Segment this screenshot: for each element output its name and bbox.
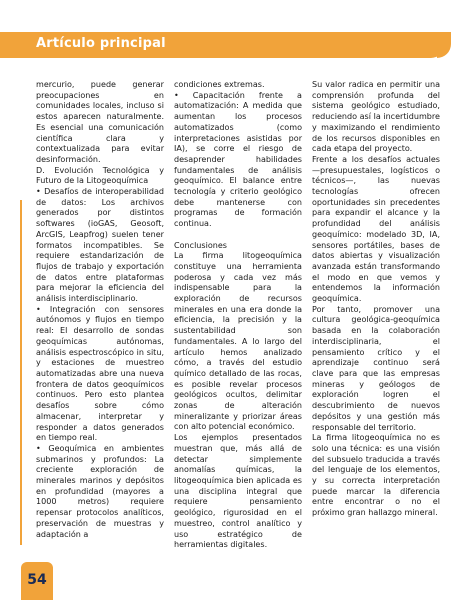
paragraph: Los ejemplos presentados muestran que, más allá de detectar simplemente anomalías químicas, la litogeoquímica bien aplicada es una disciplina integral que requiere pensamiento geológico, rigurosidad en el muestreo, control analítico y uso estratégico de herramientas digitales. bbox=[174, 433, 302, 550]
section-header-bar bbox=[0, 32, 445, 58]
page-number: 54 bbox=[27, 572, 47, 588]
text-column-2 bbox=[174, 80, 302, 572]
bullet-paragraph: • Capacitación frente a automatización: A medida que aumentan los procesos automatizados (como interpretaciones asistidas por IA), se corre el riesgo de desaprender habilidades fundamentales de análisis geoquímico. El balance entre tecnología y criterio geológico debe mantenerse con programas de formación continua. bbox=[174, 90, 302, 229]
text-column-3 bbox=[312, 80, 440, 572]
margin-rule bbox=[20, 200, 22, 545]
paragraph: Por tanto, promover una cultura geológica-geoquímica basada en la colaboración interdisciplinaria, el pensamiento crítico y el aprendizaje continuo será clave para que las empresas mineras y geólogos de exploración logren el descubrimiento de nuevos depósitos y una gestión más responsable del territorio. bbox=[312, 304, 440, 432]
bullet-paragraph: • Desafíos de interoperabilidad de datos: Los archivos generados por distintos softwares (ioGAS, Geosoft, ArcGIS, Leapfrog) suelen tener formatos incompatibles. Se requiere estandarización de flujos de trabajo y exportación de datos entre plataformas para mejorar la eficiencia del análisis interdisciplinario. bbox=[36, 187, 164, 304]
paragraph: Su valor radica en permitir una comprensión profunda del sistema geológico estudiado, reduciendo así la incertidumbre y maximizando el rendimiento de los recursos disponibles en cada etapa del proyecto. bbox=[312, 80, 440, 154]
subheading: D. Evolución Tecnológica y Futuro de la Litogeoquímica bbox=[36, 165, 164, 186]
bullet-paragraph: • Integración con sensores autónomos y flujos en tiempo real: El desarrollo de sondas geoquímicas autónomas, análisis espectroscópico in situ, y estaciones de muestreo automatizadas abre una nueva frontera de datos geoquímicos continuos. Pero esto plantea desafíos sobre cómo almacenar, interpretar y responder a datos generados en tiempo real. bbox=[36, 304, 164, 443]
text-column-1 bbox=[36, 80, 164, 572]
paragraph: La firma litogeoquímica no es solo una técnica: es una visión del subsuelo traducida a través del lenguaje de los elementos, y su correcta interpretación puede marcar la diferencia entre encontrar o no el próximo gran hallazgo mineral. bbox=[312, 433, 440, 518]
article-body bbox=[36, 80, 440, 572]
page-number-tab bbox=[21, 562, 53, 600]
paragraph: Frente a los desafíos actuales —presupuestales, logísticos o técnicos—, las nuevas tecnologías ofrecen oportunidades sin precedentes para expandir el alcance y la profundidad del análisis geoquímico: modelado 3D, IA, sensores portátiles, bases de datos abiertas y visualización avanzada están transformando el modo en que vemos y entendemos la información geoquímica. bbox=[312, 154, 440, 304]
paragraph-spacer bbox=[174, 230, 302, 241]
section-title: Artículo principal bbox=[36, 36, 166, 51]
paragraph: mercurio, puede generar preocupaciones en comunidades locales, incluso si estos aparecen naturalmente. Es esencial una comunicación científica clara y contextualizada para evitar desinformación. bbox=[36, 80, 164, 164]
paragraph: La firma litogeoquímica constituye una herramienta poderosa y cada vez más indispensable para la exploración de recursos minerales en una era donde la eficiencia, la precisión y la sustentabilidad son fundamentales. A lo largo del artículo hemos analizado cómo, a través del estudio químico detallado de las rocas, es posible revelar procesos geológicos ocultos, delimitar zonas de alteración mineralizante y priorizar áreas con alto potencial económico. bbox=[174, 251, 302, 432]
section-heading-conclusiones: Conclusiones bbox=[174, 240, 227, 250]
paragraph: condiciones extremas. bbox=[174, 80, 265, 89]
bullet-paragraph: • Geoquímica en ambientes submarinos y profundos: La creciente exploración de minerales marinos y depósitos en profundidad (mayores a 1000 metros) requiere repensar protocolos analíticos, preservación de muestras y adaptación a bbox=[36, 443, 164, 539]
